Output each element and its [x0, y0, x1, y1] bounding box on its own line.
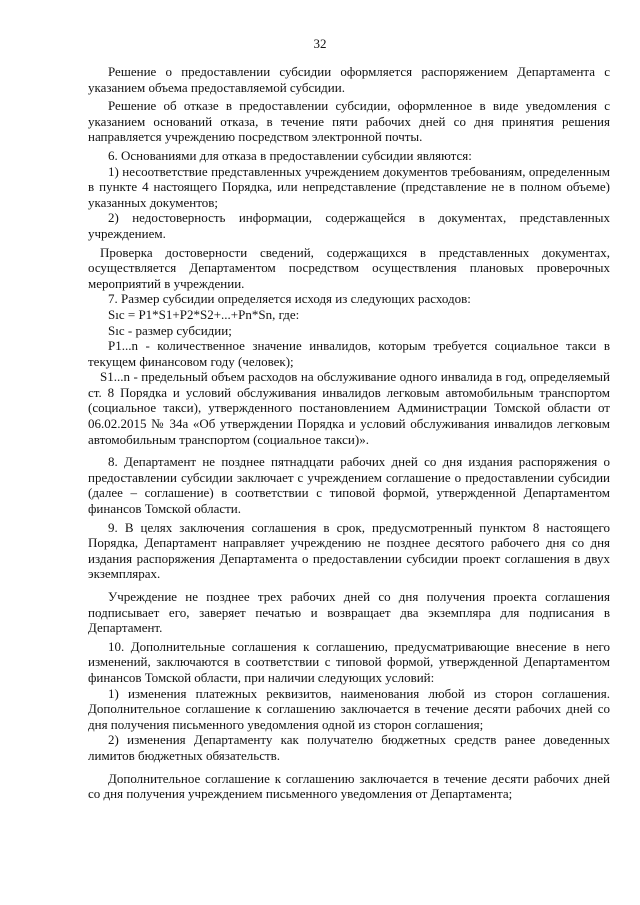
paragraph-item-10: 10. Дополнительные соглашения к соглашению, предусматривающие внесение в него изменений, заключаются в соответствии с типовой формой, утвержденной Департаментом финансов Томской области, при наличии следующих условий:: [88, 638, 610, 685]
paragraph-subsidy-size: 7. Размер субсидии определяется исходя из следующих расходов:: [108, 291, 471, 307]
paragraph-item-8: 8. Департамент не позднее пятнадцати рабочих дней со дня издания распоряжения о предоставлении субсидии заключает с учреждением соглашение о предоставлении субсидии (далее – соглашение) в соответствии с типовой формой, утвержденной Департаментом финансов Томской области.: [88, 454, 610, 517]
formula-line: Sıс = P1*S1+P2*S2+...+Pn*Sn, где:: [108, 306, 300, 322]
paragraph-ground-1: 1) несоответствие представленных учреждением документов требованиям, определенным в пункте 4 настоящего Порядка, или непредставление (представление не в полном объеме) указанных документов;: [88, 163, 610, 210]
paragraph-ground-2: 2) недостоверность информации, содержащейся в документах, представленных учреждением.: [88, 210, 610, 241]
formula-definition-s: Sıс - размер субсидии;: [108, 322, 232, 338]
paragraph-additional-agreement: Дополнительное соглашение к соглашению заключается в течение десяти рабочих дней со дня получения учреждением письменного уведомления от Департамента;: [88, 770, 610, 802]
paragraph-subsidy-decision: Решение о предоставлении субсидии оформляется распоряжением Департамента с указанием объема предоставляемой субсидии.: [88, 64, 610, 95]
paragraph-refusal-notice: Решение об отказе в предоставлении субсидии, оформленное в виде уведомления с указанием оснований отказа, в течение пяти рабочих дней со дня принятия решения направляется учреждению посредством электронной почты.: [88, 98, 610, 145]
paragraph-condition-2: 2) изменения Департаменту как получателю бюджетных средств ранее доведенных лимитов бюджетных обязательств.: [88, 732, 610, 763]
formula-definition-s1n: S1...n - предельный объем расходов на обслуживание одного инвалида в год, определяемый ст. 8 Порядка и условий обслуживания инвалидов легковым автомобильным транспортом (социальное такси), утвержденного постановлением Администрации Томской области от 06.02.2015 № 34а «Об утверждении Порядка и условий обслуживания инвалидов легковым автомобильным транспортом (социальное такси)».: [88, 369, 610, 447]
paragraph-institution-signing: Учреждение не позднее трех рабочих дней со дня получения проекта соглашения подписывает его, заверяет печатью и возвращает два экземпляра для подписания в Департамент.: [88, 589, 610, 636]
document-body: [88, 64, 610, 802]
formula-definition-p: P1...n - количественное значение инвалидов, которым требуется социальное такси в текущем финансовом году (человек);: [88, 338, 610, 369]
page-number: 32: [313, 36, 327, 51]
paragraph-refusal-grounds-heading: 6. Основаниями для отказа в предоставлении субсидии являются:: [108, 147, 472, 163]
paragraph-verification: Проверка достоверности сведений, содержащихся в представленных документах, осуществляется Департаментом посредством осуществления плановых проверочных мероприятий в учреждении.: [88, 244, 610, 291]
paragraph-condition-1: 1) изменения платежных реквизитов, наименования любой из сторон соглашения. Дополнительное соглашение к соглашению заключается в течение десяти рабочих дней со дня получения письменного уведомления одной из сторон соглашения;: [88, 685, 610, 732]
paragraph-item-9: 9. В целях заключения соглашения в срок, предусмотренный пунктом 8 настоящего Порядка, Департамент направляет учреждению не позднее десятого рабочего дня со дня издания распоряжения Департамента о предоставлении субсидии проект соглашения в двух экземплярах.: [88, 519, 610, 582]
